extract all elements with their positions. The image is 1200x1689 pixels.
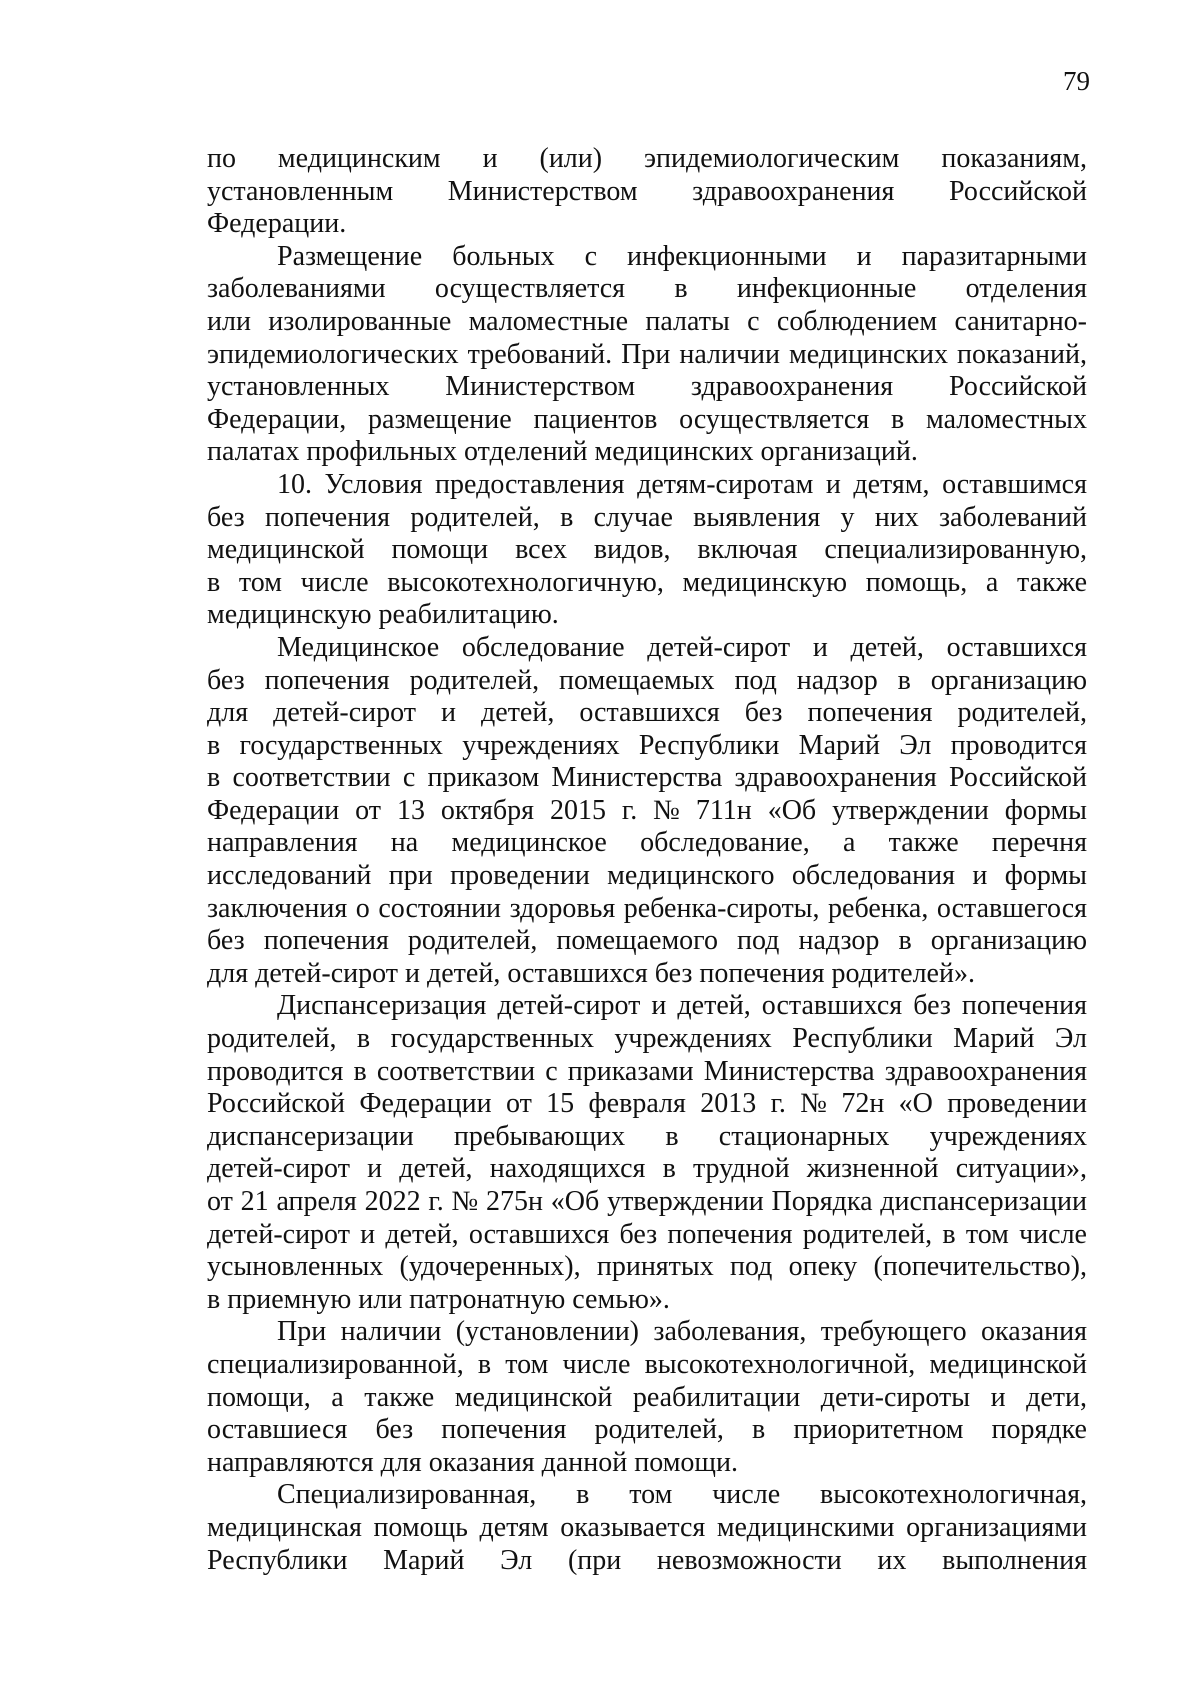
text-line: по медицинским и (или) эпидемиологическим показаниям, (207, 143, 1087, 174)
paragraph-4 (207, 632, 1087, 991)
text-line: Специализированная, в том числе высокотехнологичная, (277, 1479, 1087, 1511)
text-line: Федерации. (207, 208, 347, 240)
text-line: Федерации, размещение пациентов осуществляется в маломестных (207, 403, 1087, 435)
text-line: Республики Марий Эл (при невозможности их выполнения (207, 1544, 1087, 1576)
text-line: Размещение больных с инфекционными и паразитарными (277, 240, 1087, 272)
text-line: оставшиеся без попечения родителей, в приоритетном порядке (207, 1414, 1087, 1446)
text-line: без попечения родителей, помещаемого под надзор в организацию (207, 925, 1087, 957)
text-line: детей-сирот и детей, находящихся в трудной жизненной ситуации», (207, 1153, 1087, 1185)
text-line: без попечения родителей, в случае выявления у них заболеваний (207, 501, 1087, 533)
text-line: заключения о состоянии здоровья ребенка-сироты, ребенка, оставшегося (207, 892, 1087, 924)
text-line: для детей-сирот и детей, оставшихся без попечения родителей, (207, 697, 1087, 729)
text-line: направляются для оказания данной помощи. (207, 1446, 738, 1478)
paragraph-6 (207, 1316, 1087, 1479)
text-line: Федерации от 13 октября 2015 г. № 711н «Об утверждении формы (207, 794, 1087, 826)
paragraph-5 (207, 990, 1087, 1316)
paragraph-2 (207, 241, 1087, 469)
text-line: При наличии (установлении) заболевания, требующего оказания (277, 1316, 1087, 1348)
page-number: 79 (1063, 66, 1090, 96)
text-line: установленным Министерством здравоохранения Российской (207, 175, 1087, 207)
text-line: 10. Условия предоставления детям-сиротам и детям, оставшимся (277, 468, 1087, 500)
text-line: в соответствии с приказом Министерства здравоохранения Российской (207, 762, 1087, 794)
text-line: Российской Федерации от 15 февраля 2013 г. № 72н «О проведении (207, 1088, 1087, 1120)
paragraph-7 (207, 1479, 1087, 1577)
text-line: направления на медицинское обследование, а также перечня (207, 827, 1087, 859)
text-line: специализированной, в том числе высокотехнологичной, медицинской (207, 1348, 1087, 1380)
text-line: диспансеризации пребывающих в стационарных учреждениях (207, 1120, 1087, 1152)
text-line: помощи, а также медицинской реабилитации дети-сироты и дети, (207, 1381, 1087, 1413)
text-line: медицинской помощи всех видов, включая специализированную, (207, 534, 1087, 566)
text-line: или изолированные маломестные палаты с соблюдением санитарно- (207, 305, 1087, 337)
text-line: заболеваниями осуществляется в инфекционные отделения (207, 273, 1087, 305)
text-line: без попечения родителей, помещаемых под надзор в организацию (207, 664, 1087, 696)
text-line: усыновленных (удочеренных), принятых под опеку (попечительство), (207, 1251, 1087, 1283)
paragraph-1 (207, 143, 1087, 241)
text-line: установленных Министерством здравоохранения Российской (207, 371, 1087, 403)
text-line: медицинская помощь детям оказывается медицинскими организациями (207, 1511, 1087, 1543)
text-line: в государственных учреждениях Республики Марий Эл проводится (207, 729, 1087, 761)
text-line: от 21 апреля 2022 г. № 275н «Об утверждении Порядка диспансеризации (207, 1186, 1087, 1217)
text-line: в приемную или патронатную семью». (207, 1283, 670, 1315)
text-line: в том числе высокотехнологичную, медицинскую помощь, а также (207, 566, 1087, 598)
text-line: проводится в соответствии с приказами Министерства здравоохранения (207, 1055, 1087, 1087)
text-line: для детей-сирот и детей, оставшихся без попечения родителей». (207, 957, 975, 989)
text-line: эпидемиологических требований. При наличии медицинских показаний, (207, 338, 1087, 370)
text-line: Диспансеризация детей-сирот и детей, оставшихся без попечения (277, 990, 1087, 1022)
text-line: палатах профильных отделений медицинских организаций. (207, 436, 918, 468)
document-body (207, 143, 1087, 1577)
text-line: родителей, в государственных учреждениях Республики Марий Эл (207, 1023, 1087, 1055)
text-line: исследований при проведении медицинского обследования и формы (207, 860, 1087, 892)
text-line: медицинскую реабилитацию. (207, 599, 559, 631)
paragraph-3 (207, 469, 1087, 632)
text-line: детей-сирот и детей, оставшихся без попечения родителей, в том числе (207, 1218, 1087, 1250)
text-line: Медицинское обследование детей-сирот и детей, оставшихся (277, 631, 1087, 663)
